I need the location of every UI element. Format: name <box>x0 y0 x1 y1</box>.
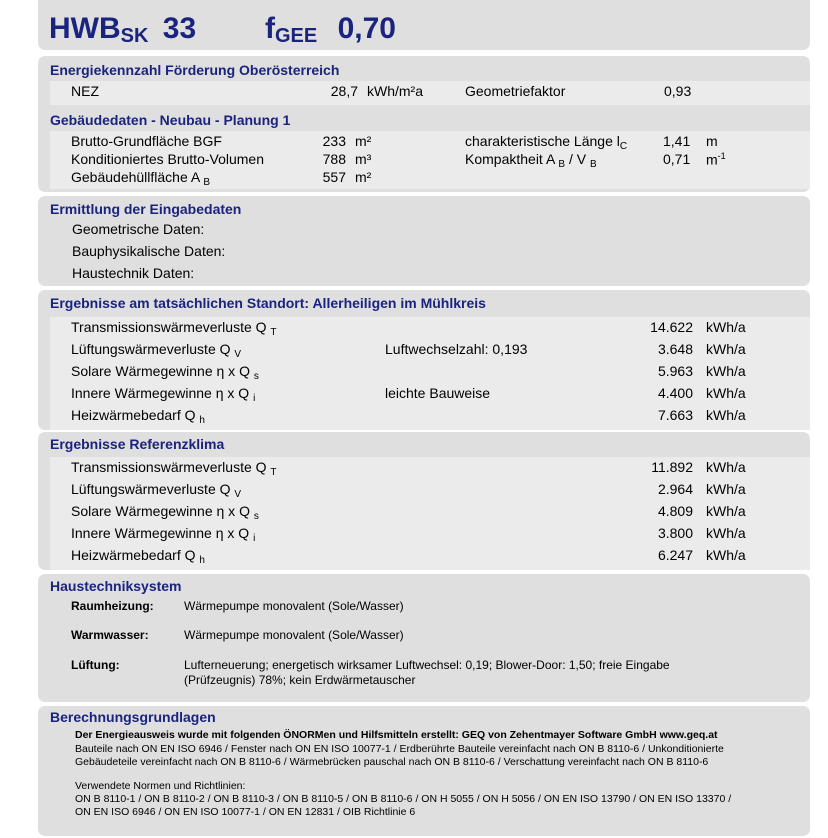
hwb-indicator <box>49 12 196 48</box>
bgf-value: 233 <box>322 133 346 149</box>
table-row: Lüftungswärmeverluste Q $_V$ 2.964 kWh/a <box>71 481 746 500</box>
table-row: Transmissionswärmeverluste Q $_T$ 11.892 kWh/a <box>71 459 746 478</box>
table-row: Solare Wärmegewinne η x Q $_s$ 4.809 kWh/a <box>71 503 746 522</box>
referenz-table <box>50 457 810 570</box>
fgee-value: 0,70 <box>337 12 396 45</box>
table-row: Solare Wärmegewinne η x Q $_s$ 5.963 kWh/a <box>71 363 746 382</box>
fgee-indicator <box>265 12 396 48</box>
ermittlung-geometrie: Geometrische Daten: <box>72 221 205 237</box>
normen-title: Verwendete Normen und Richtlinien: <box>75 780 246 792</box>
normen-line2: ON EN ISO 6946 / ON EN ISO 10077-1 / ON EN 12831 / OIB Richtlinie 6 <box>75 806 416 818</box>
laenge-label: charakteristische Länge $l_C$ <box>465 133 628 152</box>
grundlagen-line2: Gebäudeteile vereinfacht nach ON B 8110-6 / Wärmebrücken pauschal nach ON B 8110-6 / Verschattung vereinfacht nach ON B 8110-6 <box>75 756 709 768</box>
laenge-unit: m <box>706 133 718 149</box>
haustechnik-title: Haustechniksystem <box>50 578 182 594</box>
table-row: Innere Wärmegewinne η x Q $_i$ leichte Bauweise 4.400 kWh/a <box>71 385 746 404</box>
grundlagen-title: Berechnungsgrundlagen <box>50 709 216 725</box>
referenz-section <box>38 432 810 570</box>
lueftung-value-line2: (Prüfzeugnis) 78%; kein Erdwärmetauscher <box>184 673 416 687</box>
raumheizung-label: Raumheizung: <box>71 599 154 613</box>
hwb-label: HWB <box>49 12 121 45</box>
ermittlung-bauphysik: Bauphysikalische Daten: <box>72 243 226 259</box>
energie-section <box>38 56 810 192</box>
header-panel <box>38 0 810 50</box>
geometriefaktor-label: Geometriefaktor <box>465 83 566 99</box>
standort-title: Ergebnisse am tatsächlichen Standort: Allerheiligen im Mühlkreis <box>50 295 486 311</box>
kompaktheit-unit: $m^{-1}$ <box>706 151 726 168</box>
bgf-label: Brutto-Grundfläche BGF <box>71 133 222 149</box>
raumheizung-value: Wärmepumpe monovalent (Sole/Wasser) <box>184 599 404 613</box>
volumen-unit: m³ <box>355 151 372 167</box>
laenge-value: 1,41 <box>663 133 691 149</box>
huellflaeche-label: Gebäudehüllfläche A $_B$ <box>71 169 211 188</box>
table-row: Heizwärmebedarf Q $_h$ 7.663 kWh/a <box>71 407 746 426</box>
table-row: Innere Wärmegewinne η x Q $_i$ 3.800 kWh/a <box>71 525 746 544</box>
kompaktheit-value: 0,71 <box>663 151 691 167</box>
energie-row <box>50 81 810 105</box>
gebaeude-title: Gebäudedaten - Neubau - Planung 1 <box>50 112 291 128</box>
bgf-unit: m² <box>355 133 372 149</box>
nez-value: 28,7 <box>330 83 358 99</box>
volumen-label: Konditioniertes Brutto-Volumen <box>71 151 264 167</box>
gebaeude-block <box>50 131 810 189</box>
lueftung-label: Lüftung: <box>71 658 120 672</box>
nez-label: NEZ <box>71 83 99 99</box>
fgee-label: f <box>265 12 275 45</box>
table-row: Transmissionswärmeverluste Q $_T$ 14.622 kWh/a <box>71 319 746 338</box>
warmwasser-value: Wärmepumpe monovalent (Sole/Wasser) <box>184 628 404 642</box>
ermittlung-title: Ermittlung der Eingabedaten <box>50 201 242 217</box>
huellflaeche-unit: m² <box>355 169 372 185</box>
standort-section <box>38 290 810 430</box>
haustechnik-section <box>38 574 810 702</box>
energie-title: Energiekennzahl Förderung Oberösterreich <box>50 62 340 78</box>
normen-line1: ON B 8110-1 / ON B 8110-2 / ON B 8110-3 / ON B 8110-5 / ON B 8110-6 / ON H 5055 / ON H 5056 / ON EN ISO 13790 / ON EN ISO 13370 / <box>75 793 732 805</box>
hwb-sub: SK <box>120 25 149 47</box>
huellflaeche-value: 557 <box>322 169 346 185</box>
grundlagen-line1: Bauteile nach ON EN ISO 6946 / Fenster nach ON EN ISO 10077-1 / Erdberührte Bauteile vereinfacht nach ON B 8110-6 / Unkonditionierte <box>75 743 724 755</box>
ermittlung-section <box>38 196 810 286</box>
nez-unit: kWh/m²a <box>367 83 423 99</box>
table-row: Heizwärmebedarf Q $_h$ 6.247 kWh/a <box>71 547 746 566</box>
geometriefaktor-value: 0,93 <box>664 83 692 99</box>
hwb-value: 33 <box>162 12 197 45</box>
lueftung-value-line1: Lufterneuerung; energetisch wirksamer Luftwechsel: 0,19; Blower-Door: 1,50; freie Eingabe <box>184 658 670 672</box>
fgee-sub: GEE <box>275 25 318 47</box>
ermittlung-haustechnik: Haustechnik Daten: <box>72 265 195 281</box>
volumen-value: 788 <box>322 151 346 167</box>
referenz-title: Ergebnisse Referenzklima <box>50 436 225 452</box>
grundlagen-section <box>38 706 810 836</box>
standort-table <box>50 317 810 430</box>
table-row: Lüftungswärmeverluste Q $_V$ Luftwechselzahl: 0,193 3.648 kWh/a <box>71 341 746 360</box>
grundlagen-bold-line: Der Energieausweis wurde mit folgenden ÖNORMen und Hilfsmitteln erstellt: GEQ von Zehentmayer Software GmbH www.geq.at <box>75 729 718 741</box>
kompaktheit-label: Kompaktheit A $_B$ / V $_B$ <box>465 151 597 170</box>
warmwasser-label: Warmwasser: <box>71 628 149 642</box>
